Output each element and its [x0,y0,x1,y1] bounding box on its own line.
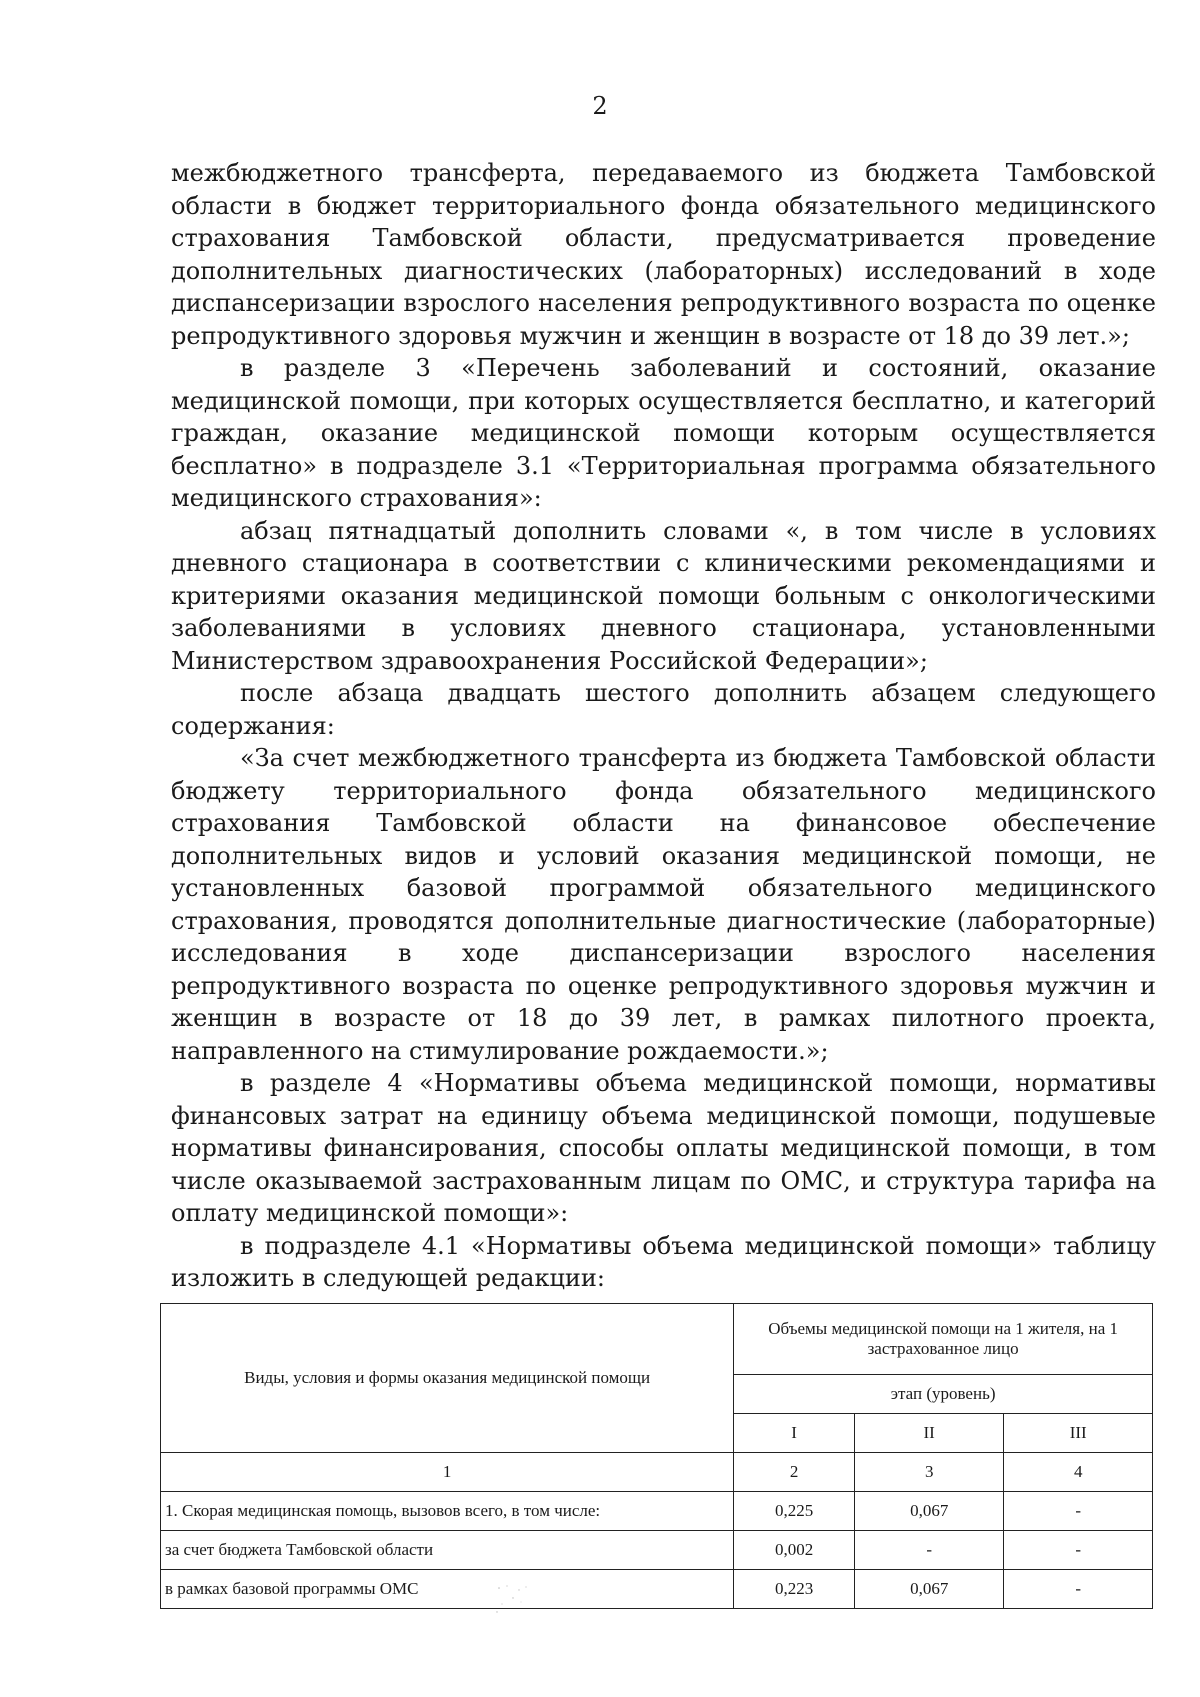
table-header-row [161,1304,1153,1375]
row-value: 0,225 [734,1492,855,1531]
paragraph-subsection-4-1: в подразделе 4.1 «Нормативы объема медицинской помощи» таблицу изложить в следующей редакции: [171,1231,1156,1292]
column-number: 1 [161,1453,734,1492]
table-row [161,1570,1153,1609]
row-value: 0,067 [854,1570,1003,1609]
norms-table [160,1303,1153,1609]
header-level-3: III [1004,1414,1153,1453]
header-level-2: II [854,1414,1003,1453]
document-body [171,157,1156,1295]
row-value: - [1004,1492,1153,1531]
header-level-1: I [734,1414,855,1453]
column-number: 2 [734,1453,855,1492]
paragraph-section-4: в разделе 4 «Нормативы объема медицинской помощи, нормативы финансовых затрат на единицу объема медицинской помощи, подушевые нормативы финансирования, способы оплаты медицинской помощи, в том числе оказываемой застрахованным лицам по ОМС, и структура тарифа на оплату медицинской помощи»: [171,1069,1156,1227]
header-volumes: Объемы медицинской помощи на 1 жителя, на 1 застрахованное лицо [734,1304,1153,1375]
paragraph-abzac-15: абзац пятнадцатый дополнить словами «, в том числе в условиях дневного стационара в соответствии с клиническими рекомендациями и критериями оказания медицинской помощи больным с онкологическими заболеваниями в условиях дневного стационара, установленными Министерством здравоохранения Российской Федерации»; [171,516,1156,675]
table-row [161,1531,1153,1570]
page-number: 2 [592,92,608,120]
header-kinds: Виды, условия и формы оказания медицинской помощи [161,1304,734,1453]
table-column-numbers-row [161,1453,1153,1492]
paragraph-continuation: межбюджетного трансферта, передаваемого из бюджета Тамбовской области в бюджет территориального фонда обязательного медицинского страхования Тамбовской области, предусматривается проведение дополнительных диагностических (лабораторных) исследований в ходе диспансеризации взрослого населения репродуктивного возраста по оценке репродуктивного здоровья мужчин и женщин в возрасте от 18 до 39 лет.»; [171,159,1156,350]
paragraph-quote: «За счет межбюджетного трансферта из бюджета Тамбовской области бюджету территориального фонда обязательного медицинского страхования Тамбовской области на финансовое обеспечение дополнительных видов и условий оказания медицинской помощи, не установленных базовой программой обязательного медицинского страхования, проводятся дополнительные диагностические (лабораторные) исследования в ходе диспансеризации взрослого населения репродуктивного возраста по оценке репродуктивного здоровья мужчин и женщин в возрасте от 18 до 39 лет, в рамках пилотного проекта, направленного на стимулирование рождаемости.»; [171,744,1156,1065]
row-value: 0,067 [854,1492,1003,1531]
header-stage: этап (уровень) [734,1375,1153,1414]
row-value: - [1004,1570,1153,1609]
paragraph-after-abzac-26: после абзаца двадцать шестого дополнить абзацем следующего содержания: [171,679,1156,740]
row-label: за счет бюджета Тамбовской области [161,1531,734,1570]
scan-specks [493,1582,553,1622]
row-label: 1. Скорая медицинская помощь, вызовов всего, в том числе: [161,1492,734,1531]
row-value: - [854,1531,1003,1570]
table-row [161,1492,1153,1531]
row-value: 0,223 [734,1570,855,1609]
row-value: 0,002 [734,1531,855,1570]
paragraph-section-3: в разделе 3 «Перечень заболеваний и состояний, оказание медицинской помощи, при которых осуществляется бесплатно, и категорий граждан, оказание медицинской помощи которым осуществляется бесплатно» в подразделе 3.1 «Территориальная программа обязательного медицинского страхования»: [171,354,1156,512]
row-label: в рамках базовой программы ОМС [161,1570,734,1609]
column-number: 3 [854,1453,1003,1492]
column-number: 4 [1004,1453,1153,1492]
row-value: - [1004,1531,1153,1570]
